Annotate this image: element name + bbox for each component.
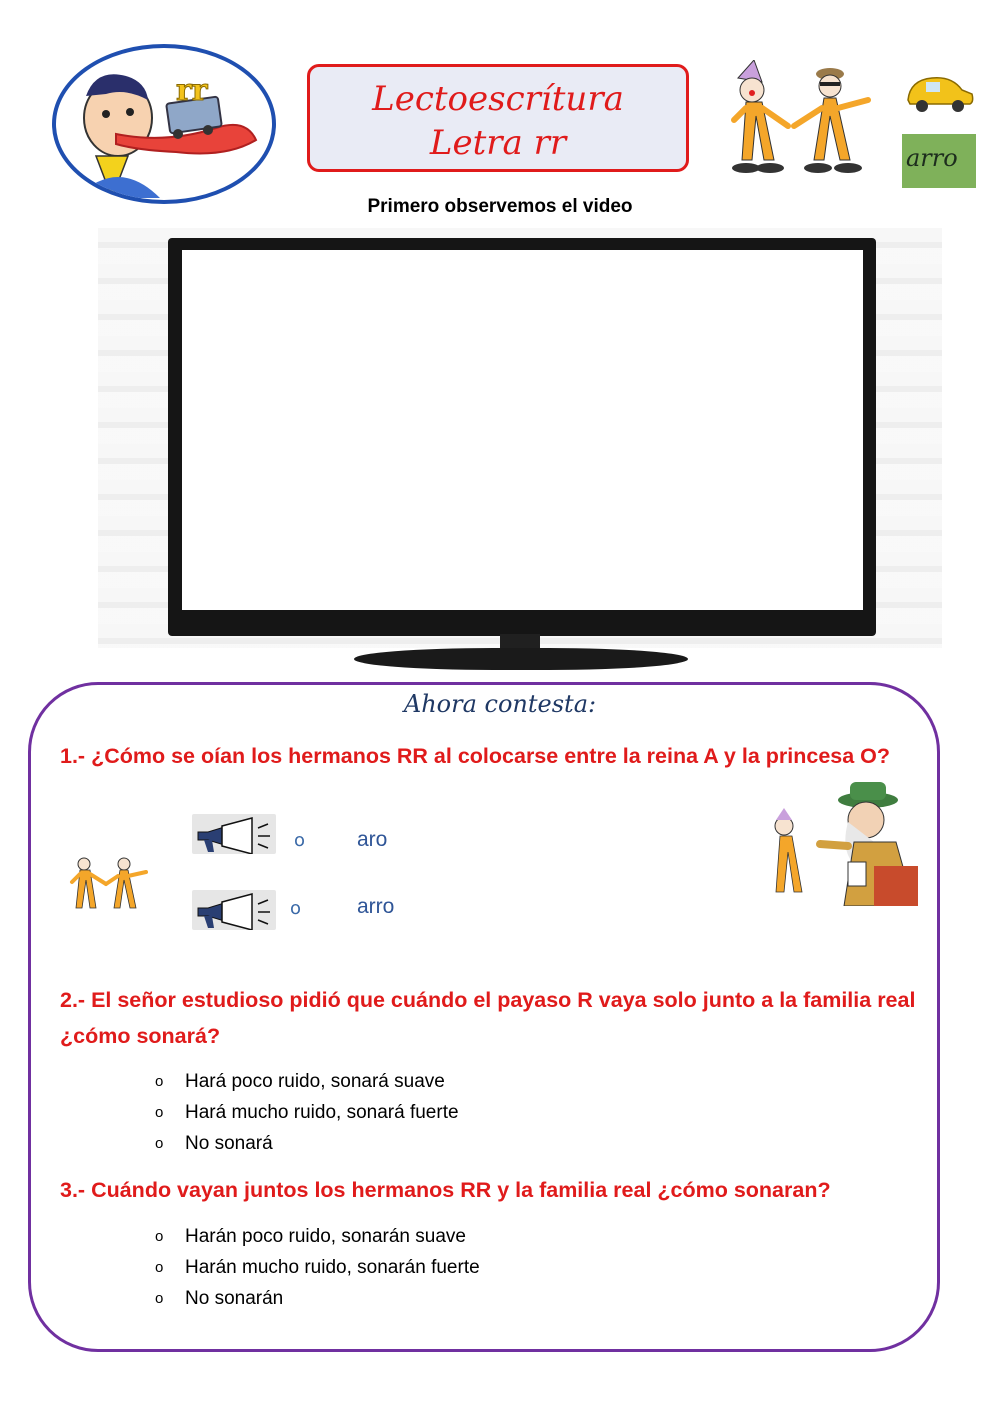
q1-option-arro[interactable]: arro — [357, 895, 395, 918]
panel-title: Ahora contesta: — [403, 690, 597, 718]
q3-option-label: Harán poco ruido, sonarán suave — [185, 1226, 466, 1247]
clown-brothers-illustration — [718, 60, 894, 188]
q2-option[interactable] — [155, 1097, 459, 1128]
q2-radio[interactable]: o — [155, 1073, 164, 1090]
q3-radio[interactable]: o — [155, 1290, 164, 1307]
logo-oval — [52, 44, 276, 204]
car-card — [902, 66, 978, 118]
video-player-screen[interactable] — [182, 250, 863, 610]
q1-radio-arro[interactable]: o — [290, 898, 302, 919]
tv-stand-base — [354, 648, 688, 670]
professor-and-clown-illustration — [764, 782, 924, 906]
audio-play-button-arro[interactable] — [192, 890, 276, 930]
question-2: 2.- El señor estudioso pidió que cuándo el payaso R vaya solo junto a la familia real ¿cómo sonará? — [60, 988, 916, 1048]
question-1: 1.- ¿Cómo se oían los hermanos RR al colocarse entre la reina A y la princesa O? — [60, 744, 891, 768]
q3-option[interactable] — [155, 1283, 480, 1314]
megaphone-icon — [192, 890, 276, 930]
q3-radio[interactable]: o — [155, 1259, 164, 1276]
logo-rr-text: rr — [176, 73, 208, 108]
q3-option[interactable] — [155, 1252, 480, 1283]
megaphone-icon — [192, 814, 276, 854]
q2-option-label: Hará mucho ruido, sonará fuerte — [185, 1102, 459, 1123]
q1-option-aro[interactable]: aro — [357, 828, 388, 851]
q2-option[interactable] — [155, 1066, 459, 1097]
question-3: 3.- Cuándo vayan juntos los hermanos RR y la familia real ¿cómo sonaran? — [60, 1178, 831, 1202]
q3-option-label: Harán mucho ruido, sonarán fuerte — [185, 1257, 480, 1278]
q3-option[interactable] — [155, 1221, 480, 1252]
q3-option-label: No sonarán — [185, 1288, 284, 1309]
q2-radio[interactable]: o — [155, 1135, 164, 1152]
small-clowns-illustration — [66, 852, 152, 918]
page-title: Lectoescrítura — [372, 79, 624, 119]
q3-radio[interactable]: o — [155, 1228, 164, 1245]
title-box — [307, 64, 689, 172]
q2-radio[interactable]: o — [155, 1104, 164, 1121]
q3-options — [155, 1221, 480, 1314]
boy-tongue-cart-illustration — [56, 48, 272, 200]
arro-card-text: arro — [906, 144, 958, 172]
audio-play-button-aro[interactable] — [192, 814, 276, 854]
q2-options — [155, 1066, 459, 1159]
video-instruction: Primero observemos el video — [367, 196, 633, 217]
q1-radio-aro[interactable]: o — [294, 830, 306, 851]
q2-option-label: No sonará — [185, 1133, 273, 1154]
page-subtitle-letter: Letra rr — [429, 123, 567, 163]
q2-option[interactable] — [155, 1128, 459, 1159]
arro-word-card — [902, 134, 976, 188]
q2-option-label: Hará poco ruido, sonará suave — [185, 1071, 445, 1092]
